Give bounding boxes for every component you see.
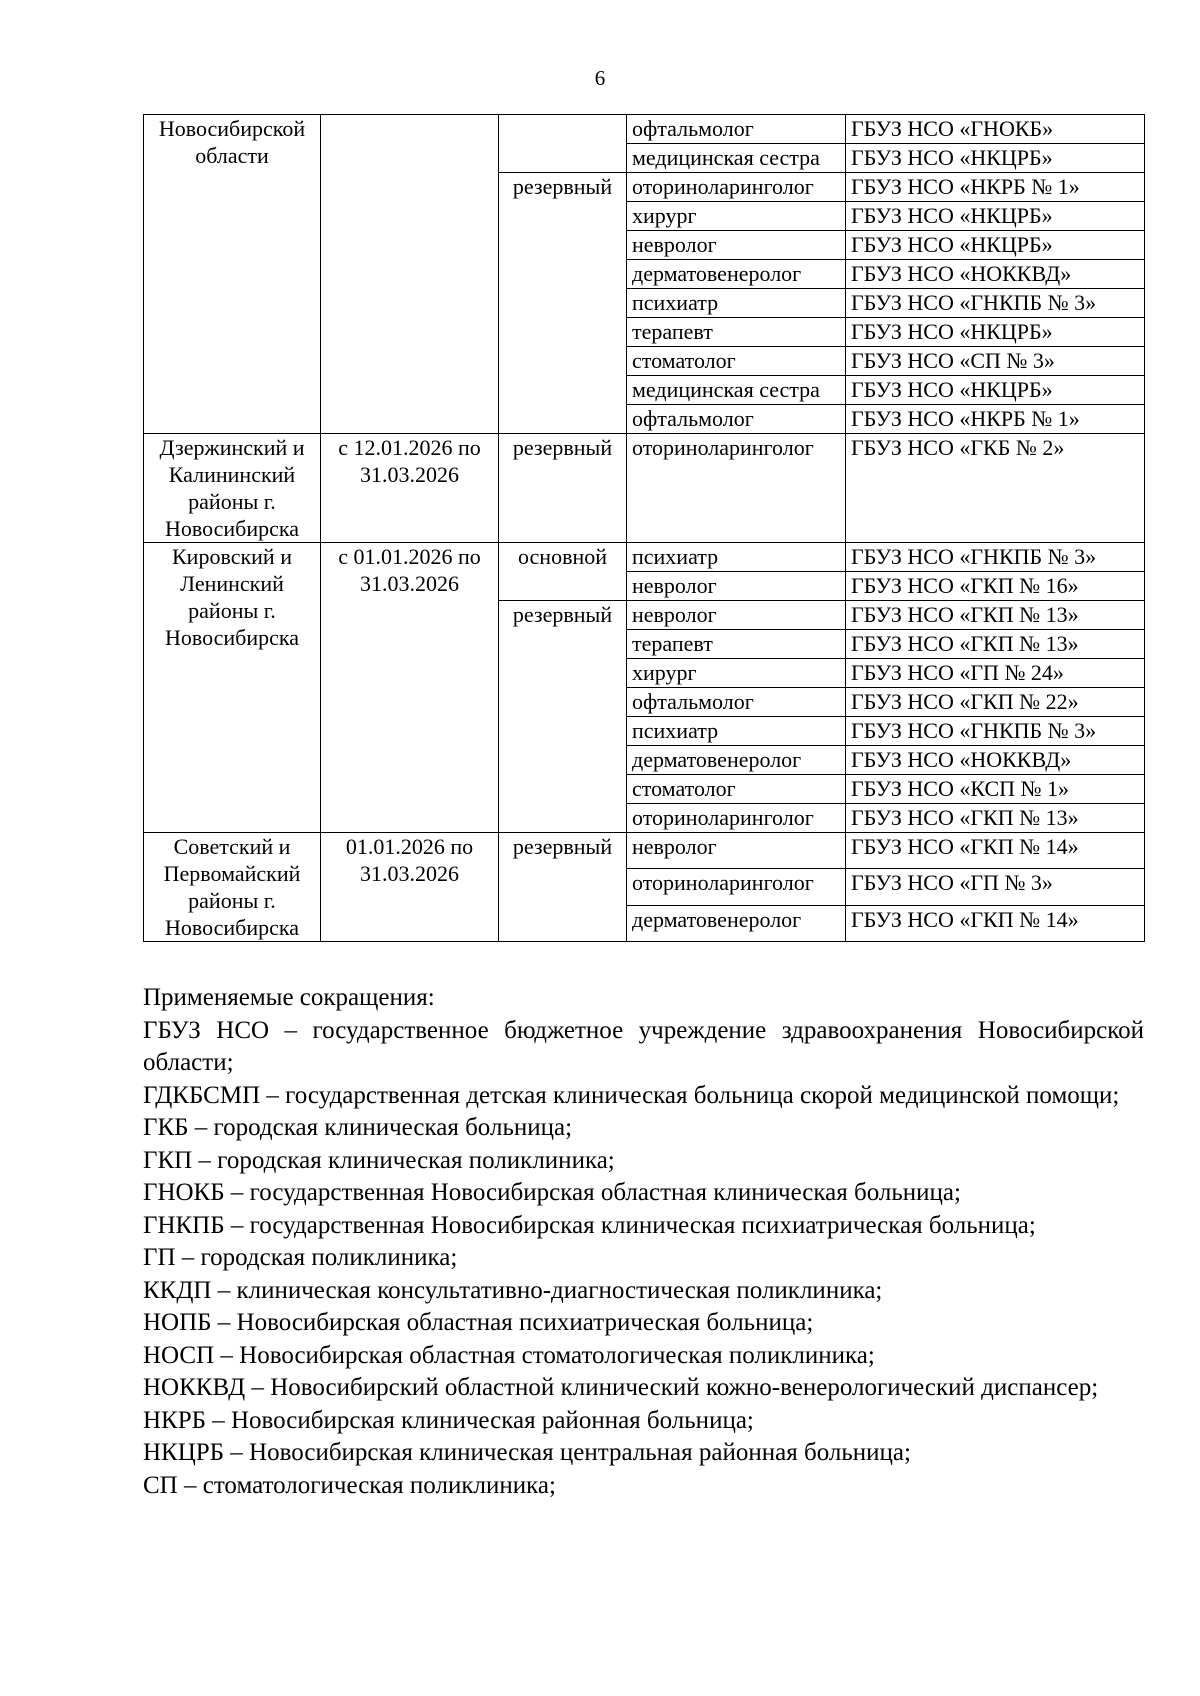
abbreviation-item: ККДП – клиническая консультативно-диагностическая поликлиника; <box>143 1276 883 1304</box>
table-row <box>144 543 1145 572</box>
specialist-cell: хирург <box>627 202 846 231</box>
district-cell: Дзержинский и Калининский районы г. Новосибирска <box>144 434 321 543</box>
specialist-cell: стоматолог <box>627 775 846 804</box>
specialist-cell: терапевт <box>627 318 846 347</box>
abbreviation-item: НКРБ – Новосибирская клиническая районная больница; <box>143 1406 754 1434</box>
status-cell: резервный <box>499 434 627 543</box>
status-cell: резервный <box>499 173 627 434</box>
page-number: 6 <box>594 66 606 90</box>
organization-cell: ГБУЗ НСО «ГКП № 13» <box>846 601 1145 630</box>
organization-cell: ГБУЗ НСО «ГНОКБ» <box>846 115 1145 144</box>
organization-cell: ГБУЗ НСО «ГКП № 14» <box>846 833 1145 869</box>
abbreviation-item: СП – стоматологическая поликлиника; <box>143 1471 556 1499</box>
abbreviation-item: НОСП – Новосибирская областная стоматологическая поликлиника; <box>143 1341 875 1369</box>
specialist-cell: психиатр <box>627 543 846 572</box>
organization-cell: ГБУЗ НСО «ГКП № 16» <box>846 572 1145 601</box>
specialist-cell: оториноларинголог <box>627 173 846 202</box>
specialist-cell: оториноларинголог <box>627 434 846 543</box>
specialist-cell: офтальмолог <box>627 115 846 144</box>
specialist-cell: офтальмолог <box>627 405 846 434</box>
organization-cell: ГБУЗ НСО «НКРБ № 1» <box>846 405 1145 434</box>
district-cell: Новосибирской области <box>144 115 321 434</box>
abbreviation-item: НОПБ – Новосибирская областная психиатрическая больница; <box>143 1309 814 1336</box>
abbreviation-item: ГП – городская поликлиника; <box>143 1244 458 1271</box>
specialist-cell: медицинская сестра <box>627 144 846 173</box>
period-cell: 01.01.2026 по 31.03.2026 <box>321 833 499 942</box>
specialist-cell: дерматовенеролог <box>627 260 846 289</box>
specialist-cell: хирург <box>627 659 846 688</box>
specialist-cell: психиатр <box>627 289 846 318</box>
specialist-cell: офтальмолог <box>627 688 846 717</box>
organization-cell: ГБУЗ НСО «ГКП № 13» <box>846 804 1145 833</box>
organization-cell: ГБУЗ НСО «ГП № 24» <box>846 659 1145 688</box>
status-cell: резервный <box>499 601 627 833</box>
specialist-cell: психиатр <box>627 717 846 746</box>
specialist-cell: оториноларинголог <box>627 869 846 905</box>
organization-cell: ГБУЗ НСО «НОККВД» <box>846 746 1145 775</box>
organization-cell: ГБУЗ НСО «НКРБ № 1» <box>846 173 1145 202</box>
organization-cell: ГБУЗ НСО «ГКП № 14» <box>846 905 1145 941</box>
district-cell: Кировский и Ленинский районы г. Новосибирска <box>144 543 321 833</box>
table-row <box>144 833 1145 869</box>
organization-cell: ГБУЗ НСО «НОККВД» <box>846 260 1145 289</box>
abbreviation-item: ГНКПБ – государственная Новосибирская клиническая психиатрическая больница; <box>143 1211 1036 1239</box>
abbreviations-section <box>143 982 1144 1502</box>
abbreviation-item: ГДКБСМП – государственная детская клиническая больница скорой медицинской помощи; <box>143 1081 1120 1109</box>
organization-cell: ГБУЗ НСО «ГНКПБ № 3» <box>846 289 1145 318</box>
specialist-cell: невролог <box>627 231 846 260</box>
duty-schedule-table <box>143 114 1145 942</box>
organization-cell: ГБУЗ НСО «ГП № 3» <box>846 869 1145 905</box>
table-row <box>144 115 1145 144</box>
organization-cell: ГБУЗ НСО «НКЦРБ» <box>846 318 1145 347</box>
organization-cell: ГБУЗ НСО «НКЦРБ» <box>846 202 1145 231</box>
abbreviation-item: НОККВД – Новосибирский областной клинический кожно-венерологический диспансер; <box>143 1374 1099 1401</box>
period-cell <box>321 115 499 434</box>
organization-cell: ГБУЗ НСО «НКЦРБ» <box>846 376 1145 405</box>
organization-cell: ГБУЗ НСО «ГКП № 22» <box>846 688 1145 717</box>
specialist-cell: дерматовенеролог <box>627 905 846 941</box>
specialist-cell: невролог <box>627 601 846 630</box>
abbreviation-item: ГКП – городская клиническая поликлиника; <box>143 1146 615 1174</box>
organization-cell: ГБУЗ НСО «НКЦРБ» <box>846 144 1145 173</box>
specialist-cell: невролог <box>627 572 846 601</box>
period-cell: с 12.01.2026 по 31.03.2026 <box>321 434 499 543</box>
table-row <box>144 434 1145 543</box>
abbreviation-item: ГКБ – городская клиническая больница; <box>143 1114 573 1141</box>
specialist-cell: оториноларинголог <box>627 804 846 833</box>
organization-cell: ГБУЗ НСО «НКЦРБ» <box>846 231 1145 260</box>
organization-cell: ГБУЗ НСО «ГНКПБ № 3» <box>846 717 1145 746</box>
status-cell: основной <box>499 543 627 601</box>
specialist-cell: медицинская сестра <box>627 376 846 405</box>
specialist-cell: стоматолог <box>627 347 846 376</box>
organization-cell: ГБУЗ НСО «ГКП № 13» <box>846 630 1145 659</box>
abbreviation-item: ГНОКБ – государственная Новосибирская областная клиническая больница; <box>143 1179 961 1206</box>
abbreviation-item: НКЦРБ – Новосибирская клиническая центральная районная больница; <box>143 1439 911 1466</box>
abbreviation-item: ГБУЗ НСО – государственное бюджетное учреждение здравоохранения Новосибирской области; <box>143 1016 1144 1076</box>
organization-cell: ГБУЗ НСО «СП № 3» <box>846 347 1145 376</box>
organization-cell: ГБУЗ НСО «ГКБ № 2» <box>846 434 1145 543</box>
specialist-cell: терапевт <box>627 630 846 659</box>
organization-cell: ГБУЗ НСО «КСП № 1» <box>846 775 1145 804</box>
period-cell: с 01.01.2026 по 31.03.2026 <box>321 543 499 833</box>
organization-cell: ГБУЗ НСО «ГНКПБ № 3» <box>846 543 1145 572</box>
status-cell <box>499 115 627 173</box>
specialist-cell: дерматовенеролог <box>627 746 846 775</box>
district-cell: Советский и Первомайский районы г. Новосибирска <box>144 833 321 942</box>
abbreviations-heading: Применяемые сокращения: <box>143 984 435 1011</box>
status-cell: резервный <box>499 833 627 942</box>
specialist-cell: невролог <box>627 833 846 869</box>
